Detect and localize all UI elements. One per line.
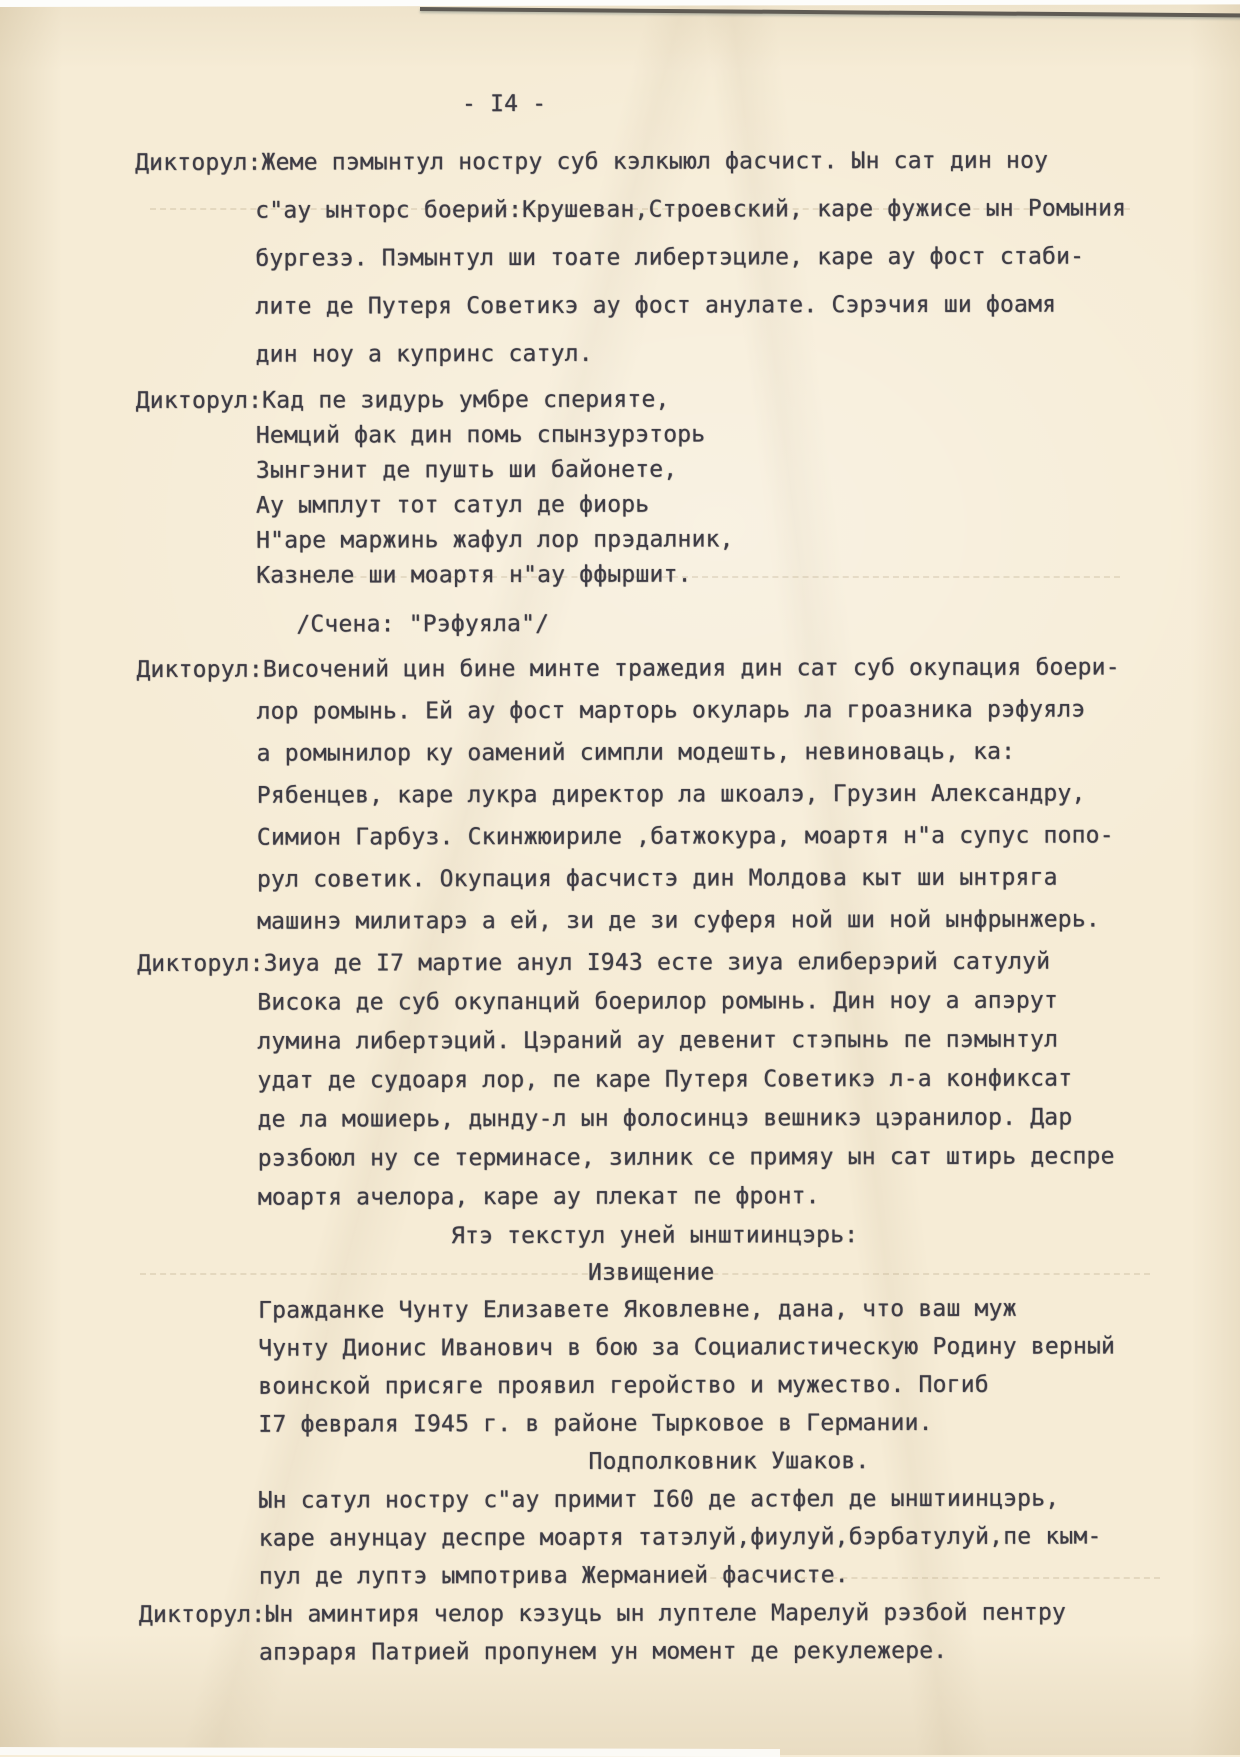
speaker-line: Дикторул:Ын аминтиря челор кэзуць ын луптеле Марелуй рэзбой пентру: [138, 1599, 1067, 1629]
text-line: Рябенцев, каре лукра директор ла шкоалэ, Грузин Александру,: [256, 780, 1086, 809]
text-line: Симион Гарбуз. Скинжюириле ,батжокура, моартя н"а супус попо-: [256, 822, 1114, 851]
text-line: а ромынилор ку оамений симпли модешть, невиноваць, ка:: [256, 738, 1016, 767]
page-number: - I4 -: [461, 90, 547, 118]
scene-direction: /Счена: "Рэфуяла"/: [296, 610, 550, 638]
notice-line: воинской присяге проявил геройство и мужество. Погиб: [258, 1371, 989, 1400]
text-line: моартя ачелора, каре ау плекат пе фронт.: [257, 1183, 820, 1211]
notice-line: I7 февраля I945 г. в районе Тырковое в Германии.: [258, 1409, 933, 1438]
verse-line: Зынгэнит де пушть ши байонете,: [255, 456, 678, 484]
text-line: апэраря Патрией пропунем ун момент де рекулежере.: [258, 1637, 948, 1666]
notice-signature: Подполковник Ушаков.: [588, 1448, 870, 1475]
verse-line: Немций фак дин помь спынзурэторь: [255, 421, 706, 449]
speaker-line: Дикторул:Височений цин бине минте тражедия дин сат суб окупация боери-: [136, 654, 1120, 684]
notice-title: Извищение: [587, 1259, 715, 1286]
text-line: лите де Путеря Советикэ ау фост анулате. Сэрэчия ши фоамя: [255, 291, 1057, 320]
text-line: дин ноу а купринс сатул.: [255, 340, 593, 368]
text-line: Висока де суб окупанций боерилор ромынь. Дин ноу а апэрут: [257, 987, 1059, 1016]
speaker-line: Дикторул:Зиуа де I7 мартие анул I943 есте зиуа елиберэрий сатулуй: [137, 948, 1051, 978]
text-line: удат де судоаря лор, пе каре Путеря Советикэ л-а конфиксат: [257, 1065, 1073, 1094]
notice-intro: Ятэ текстул уней ынштиинцэрь:: [450, 1222, 859, 1250]
text-line: лумина либертэций. Цэраний ау девенит стэпынь пе пэмынтул: [257, 1026, 1059, 1055]
text-line: бургезэ. Пэмынтул ши тоате либертэциле, каре ау фост стаби-: [255, 243, 1085, 272]
text-line: де ла мошиерь, дынду-л ын фолосинцэ вешникэ цэранилор. Дар: [257, 1104, 1073, 1133]
verse-line: Казнеле ши моартя н"ау ффыршит.: [256, 561, 692, 589]
speaker-line: Дикторул:Кад пе зидурь умбре сперияте,: [135, 386, 670, 415]
text-line: машинэ милитарэ а ей, зи де зи суферя ной ши ной ынфрынжерь.: [257, 906, 1100, 935]
notice-line: пул де луптэ ымпотрива Жерманией фасчисте.: [258, 1562, 849, 1590]
notice-line: каре анунцау деспре моартя татэлуй,фиулуй,бэрбатулуй,пе кым-: [258, 1523, 1102, 1552]
verse-line: Н"аре маржинь жафул лор прэдалник,: [256, 526, 734, 554]
notice-line: Ын сатул ностру с"ау примит I60 де астфел де ынштиинцэрь,: [258, 1485, 1060, 1514]
text-line: рул советик. Окупация фасчистэ дин Молдова кыт ши ынтряга: [256, 864, 1058, 893]
notice-line: Гражданке Чунту Елизавете Яковлевне, дана, что ваш муж: [258, 1295, 1017, 1324]
speaker-line: Дикторул:Жеме пэмынтул ностру суб кэлкыюл фасчист. Ын сат дин ноу: [135, 147, 1049, 177]
text-line: с"ау ынторс боерий:Крушеван,Строевский, каре фужисе ын Ромыния: [255, 195, 1127, 224]
verse-line: Ау ымплут тот сатул де фиорь: [255, 491, 650, 519]
notice-line: Чунту Дионис Иванович в бою за Социалистическую Родину верный: [258, 1333, 1116, 1362]
text-line: лор ромынь. Ей ау фост марторь окуларь ла гроазника рэфуялэ: [256, 696, 1086, 725]
text-line: рэзбоюл ну се терминасе, зилник се примяу ын сат штирь деспре: [257, 1143, 1115, 1172]
